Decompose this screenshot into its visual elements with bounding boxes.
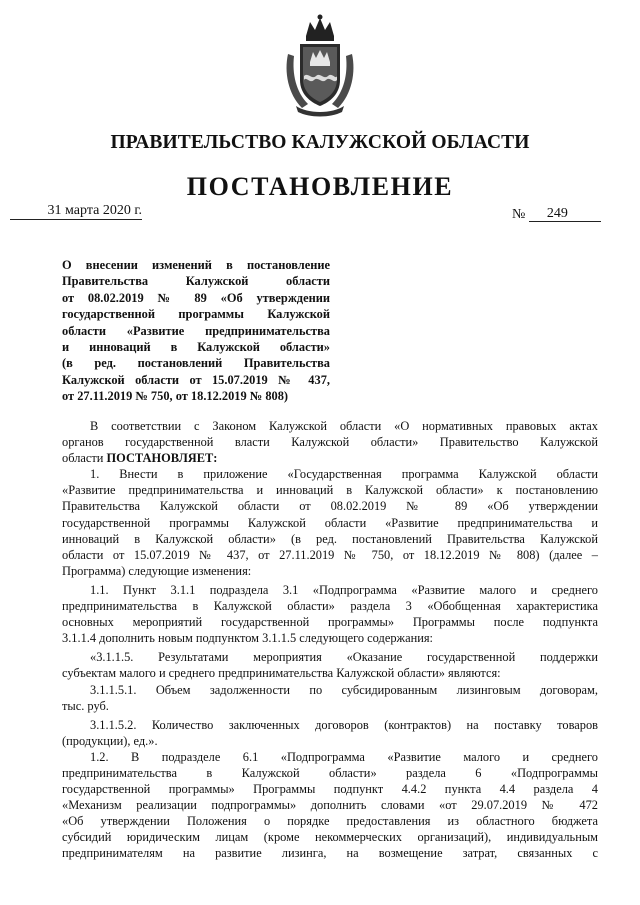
- subject-line: государственной программы Калужской: [62, 307, 330, 322]
- document-type-title: ПОСТАНОВЛЕНИЕ: [186, 172, 454, 201]
- body-line: 1.2. В подразделе 6.1 «Подпрограмма «Развитие малого и среднего: [90, 749, 598, 764]
- body-line-resolution: [62, 450, 598, 466]
- body-line: 1.1. Пункт 3.1.1 подраздела 3.1 «Подпрограмма «Развитие малого и среднего: [90, 582, 598, 597]
- body-line: 3.1.1.4 дополнить новым подпунктом 3.1.1.5 следующего содержания:: [62, 631, 433, 646]
- body-line: «Механизм реализации подпрограммы» дополнить словами «от 29.07.2019 № 472: [62, 798, 598, 813]
- body-line: В соответствии с Законом Калужской области «О нормативных правовых актах: [90, 419, 598, 433]
- body-line: «Об утверждении Положения о порядке предоставления из областного бюджета: [62, 814, 598, 829]
- document-body: [62, 418, 598, 862]
- body-line-fragment: области: [62, 451, 104, 466]
- body-line: предпринимательства в Калужской области» раздела 6 «Подпрограммы: [62, 765, 598, 780]
- body-line: предпринимательства в Калужской области» раздела 3 «Обобщенная характеристика: [62, 599, 598, 614]
- kaluga-coat-of-arms-icon: [282, 14, 358, 118]
- subject-line: от 27.11.2019 № 750, от 18.12.2019 № 808): [62, 389, 289, 404]
- subject-line: Калужской области от 15.07.2019 № 437,: [62, 372, 330, 387]
- body-line: тыс. руб.: [62, 698, 109, 713]
- body-line: основных мероприятий государственной программы» Программы после подпункта: [62, 615, 598, 630]
- body-line: субъектам малого и среднего предпринимательства Калужской области» являются:: [62, 666, 501, 681]
- body-line: государственной программы Калужской области «Развитие предпринимательства и: [62, 515, 598, 530]
- subject-line: (в ред. постановлений Правительства: [62, 356, 330, 371]
- body-line: «3.1.1.5. Результатами мероприятия «Оказание государственной поддержки: [90, 650, 598, 665]
- subject-line: от 08.02.2019 № 89 «Об утверждении: [62, 290, 330, 305]
- body-line: «Развитие предпринимательства и инноваций в Калужской области» к постановлению: [62, 483, 598, 498]
- body-line: предпринимателям на развитие лизинга, на возмещение затрат, связанных с: [62, 846, 598, 861]
- subject-line: О внесении изменений в постановление: [62, 258, 330, 272]
- body-line: 1. Внести в приложение «Государственная программа Калужской области: [90, 467, 598, 482]
- document-number: 249: [529, 206, 601, 222]
- body-line: (продукции), ед.».: [62, 733, 158, 748]
- subject-line: области «Развитие предпринимательства: [62, 323, 330, 338]
- document-subject: [62, 257, 330, 405]
- body-line: Правительства Калужской области от 08.02.2019 № 89 «Об утверждении: [62, 499, 598, 514]
- body-line: субсидий юридическим лицам (кроме некоммерческих организаций), индивидуальным: [62, 830, 598, 845]
- subject-line: и инноваций в Калужской области»: [62, 340, 330, 355]
- document-number-field: [512, 206, 601, 222]
- body-line: органов государственной власти Калужской области» Правительство Калужской: [62, 435, 598, 450]
- document-date: 31 марта 2020 г.: [10, 203, 142, 220]
- subject-line: Правительства Калужской области: [62, 274, 330, 289]
- number-sign: №: [512, 207, 526, 222]
- government-name: ПРАВИТЕЛЬСТВО КАЛУЖСКОЙ ОБЛАСТИ: [110, 132, 530, 153]
- body-line: 3.1.1.5.1. Объем задолженности по субсидированным лизинговым договорам,: [90, 682, 598, 697]
- body-line: государственной программы» Программы подпункт 4.4.2 пункта 4.4 раздела 4: [62, 782, 598, 797]
- body-line: области от 15.07.2019 № 437, от 27.11.2019 № 750, от 18.12.2019 № 808) (далее –: [62, 547, 598, 562]
- resolves-keyword: ПОСТАНОВЛЯЕТ:: [106, 451, 218, 466]
- body-line: 3.1.1.5.2. Количество заключенных договоров (контрактов) на поставку товаров: [90, 717, 598, 732]
- body-line: Программа) следующие изменения:: [62, 563, 252, 578]
- body-line: инноваций в Калужской области» (в ред. постановлений Правительства Калужской: [62, 531, 598, 546]
